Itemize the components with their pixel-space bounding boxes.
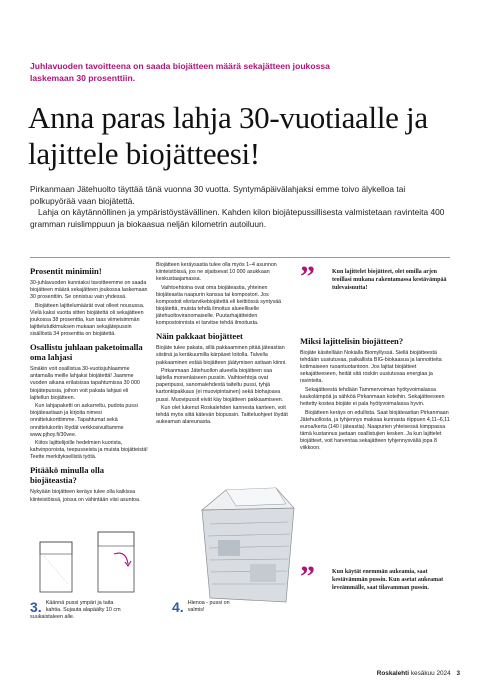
column-1	[30, 262, 148, 505]
kicker: Juhlavuoden tavoitteena on saada biojätteen määrä sekajätteen joukossa laskemaan 30 prosenttiin.	[30, 61, 330, 83]
subheading: Prosentit minimiin!	[30, 266, 102, 276]
column-2	[156, 262, 288, 428]
lede-paragraph: Lahja on käytännöllinen ja ympäristöystävällinen. Kahden kilon biojätepussillisesta valmistetaan ravinteita 400 gramman ruislimppuun ja biokaasua neljän kilometrin autoiluun.	[30, 207, 445, 229]
fold-diagram	[30, 520, 150, 600]
divider	[30, 257, 450, 258]
step-number: 3.	[30, 599, 42, 615]
body-paragraph: Kun olet lukenut Roskalehden kannesta kanteen, voit tehdä myös siitä kätevän biopussin. Taitteluohjeet löydät aukeaman alareunasta.	[156, 405, 288, 426]
issue-date: kesäkuu 2024	[410, 670, 451, 677]
body-paragraph: Pirkanmaan Jätehuollon alueella biojätteen saa lajitella monenlaiseen pussiin. Vaihtoehtoja ovat paperipussi, sanomalehdestä taiteltu pussi, tyhjä kartonkipakkaus (ei muovipintainen) sekä biohajoava pussi. Muovipussit eivät käy biojätteen pakkaamiseen.	[156, 368, 284, 403]
body-paragraph: Biojäte käsitellään Nokialla Biomyllyssä. Siellä biojätteestä tehdään uusiutuvaa, paikallista BIG-biokaasua ja lannoitteita kotimaiseen ruoantuotantoon. Jos lajitat biojätteet sekajätteeseen, heität sitä roskiin uusiutuvaa energiaa ja ravinteita.	[300, 350, 442, 385]
body-paragraph: 30-juhlavuoden kunniaksi tavoitteemme on saada biojätteen määrä sekajätteen joukossa laskemaan 30 prosenttiin. Se onnistuu vain yhdessä.	[30, 280, 148, 301]
headline: Anna paras lahja 30-vuotiaalle ja lajittele biojätteesi!	[28, 100, 428, 171]
body-paragraph: Vaihtoehtoina ovat oma biojäteastia, yhteinen biojäteastia naapurin kanssa tai kompostori. Jos kompostoit elintarvikebiojätettä eli keittiössä syntyvää biojätettä, muista tehdä ilmoitus alueelliselle jätehuoltoviranomaiselle. Puutarhajätteiden kompostoinnista ei tarvitse tehdä ilmoitusta.	[156, 284, 282, 327]
page-footer	[340, 670, 460, 678]
body-paragraph: Kiitos lajittelijoille hedelmien kuorista, kahvinporoista, teepusseista ja muista biojätteistä! Teette merkityksellistä työtä.	[30, 440, 148, 461]
subheading: Näin pakkaat biojätteet	[156, 331, 243, 342]
lede-paragraph: Pirkanmaan Jätehuolto täyttää tänä vuonna 30 vuotta. Syntymäpäivälahjaksi emme toivo älykelloa tai polkupyörää vaan biojätettä.	[30, 184, 406, 206]
body-paragraph: Biojäte tulee pakata, sillä pakkaaminen pitää jäteastian siistinä ja keräkuumilla kärpäset loitolla. Talvella pakkaaminen estää biojätteen jäätymisen astiaan kiinni.	[156, 345, 287, 366]
column-3	[300, 332, 450, 454]
pull-quote: Kun lajittelet biojätteet, olet omilla arjen teoillasi mukana rakentamassa kestävämpää tulevaisuutta!	[332, 269, 447, 291]
subheading: Miksi lajittelisin biojätteen?	[300, 336, 404, 346]
body-paragraph: Nykyään biojätteen keräys tulee olla kaikissa kiinteistöissä, joissa on vähintään viisi asuntoa.	[30, 489, 141, 503]
pull-quote: Kun käytät enemmän aukeamia, saat kestävämmän pussin. Kun asetat aukeamat leveämmälle, saat tilavamman pussin.	[332, 569, 444, 591]
body-paragraph: Biojätteen lajittelumäärät ovat olleet nousussa. Vielä kaksi vuotta sitten biojätettä oli sekajätteen joukossa 38 prosenttia, kun taas viimeisimmän lajittelututkimuksen mukaan sekajätepussin sisällöstä 34 prosenttia on biojätettä.	[30, 302, 145, 338]
body-paragraph: Kun lahjapaketti on askarreltu, pudota pussi biojäteastiaan ja kirjoita nimesi onnittelukorttiimme. Tapahtumat sekä onnittelukortin löydät verkkosivuiltamme www.pjhoy.fi/30vee.	[30, 403, 138, 438]
fold-step-3	[30, 600, 130, 622]
quote-mark-icon: ”	[300, 560, 315, 593]
step-text: Hienoa - pussi on valmis!	[187, 600, 230, 614]
quote-mark-icon: ”	[300, 260, 315, 293]
page-number: 3	[456, 670, 460, 677]
body-paragraph: Sinäkin voit osallistua 30-vuotisjuhlaamme antamalla meille lahjaksi biojätettä! Jaamme vuoden aikana erilaisissa tapahtumissa 30 000 biojätepussia, joihon voit pakata lahjasi eli lajitellun biojätteen.	[30, 366, 140, 401]
subheading: Pitääkö minulla olla biojäteastia?	[30, 465, 105, 486]
body-paragraph: Biojätteen keräys on edullista. Saat biojäteastian Pirkanmaan Jätehuollosta, ja tyhjennys maksaa kunnasta riippuen 4,11–6,11 euroa/kerta (140 l jäteastia). Naapurien yhteisessä kimppassa tämä kustannus jaetaan osallistujien kesken. Ja kun lajittelet biojätteet, voit harventaa sekajätteen tyhjennysväliä jopa 8 viikkoon.	[300, 409, 450, 452]
step-number: 4.	[172, 599, 184, 615]
newspaper-bag-illustration	[190, 480, 305, 610]
step-text: Käännä pussi ympäri ja taita kahtia. Sujauta alapäälty 10 cm suukaistaleen alle.	[30, 600, 121, 621]
subheading: Osallistu juhlaan paketoimalla oma lahjasi	[30, 342, 143, 363]
publication-name: Roskalehti	[376, 670, 410, 677]
body-paragraph: Sekajätteestä tehdään Tammervoiman hyötyvoimalassa kaukolämpöä ja sähköä Pirkanmaan koteihin. Sekajätteeseen heitetty kostea biojäte ei pala hyötyvoimalassa hyvin.	[300, 386, 445, 408]
body-paragraph: Biojätteen keräysastia tulee olla myös 1–4 asunnon kiinteistöissä, jos ne sijaitsevat 10 000 asukkaan keskustaajamassa.	[156, 262, 277, 283]
lede	[30, 184, 450, 230]
fold-step-4	[172, 600, 232, 614]
